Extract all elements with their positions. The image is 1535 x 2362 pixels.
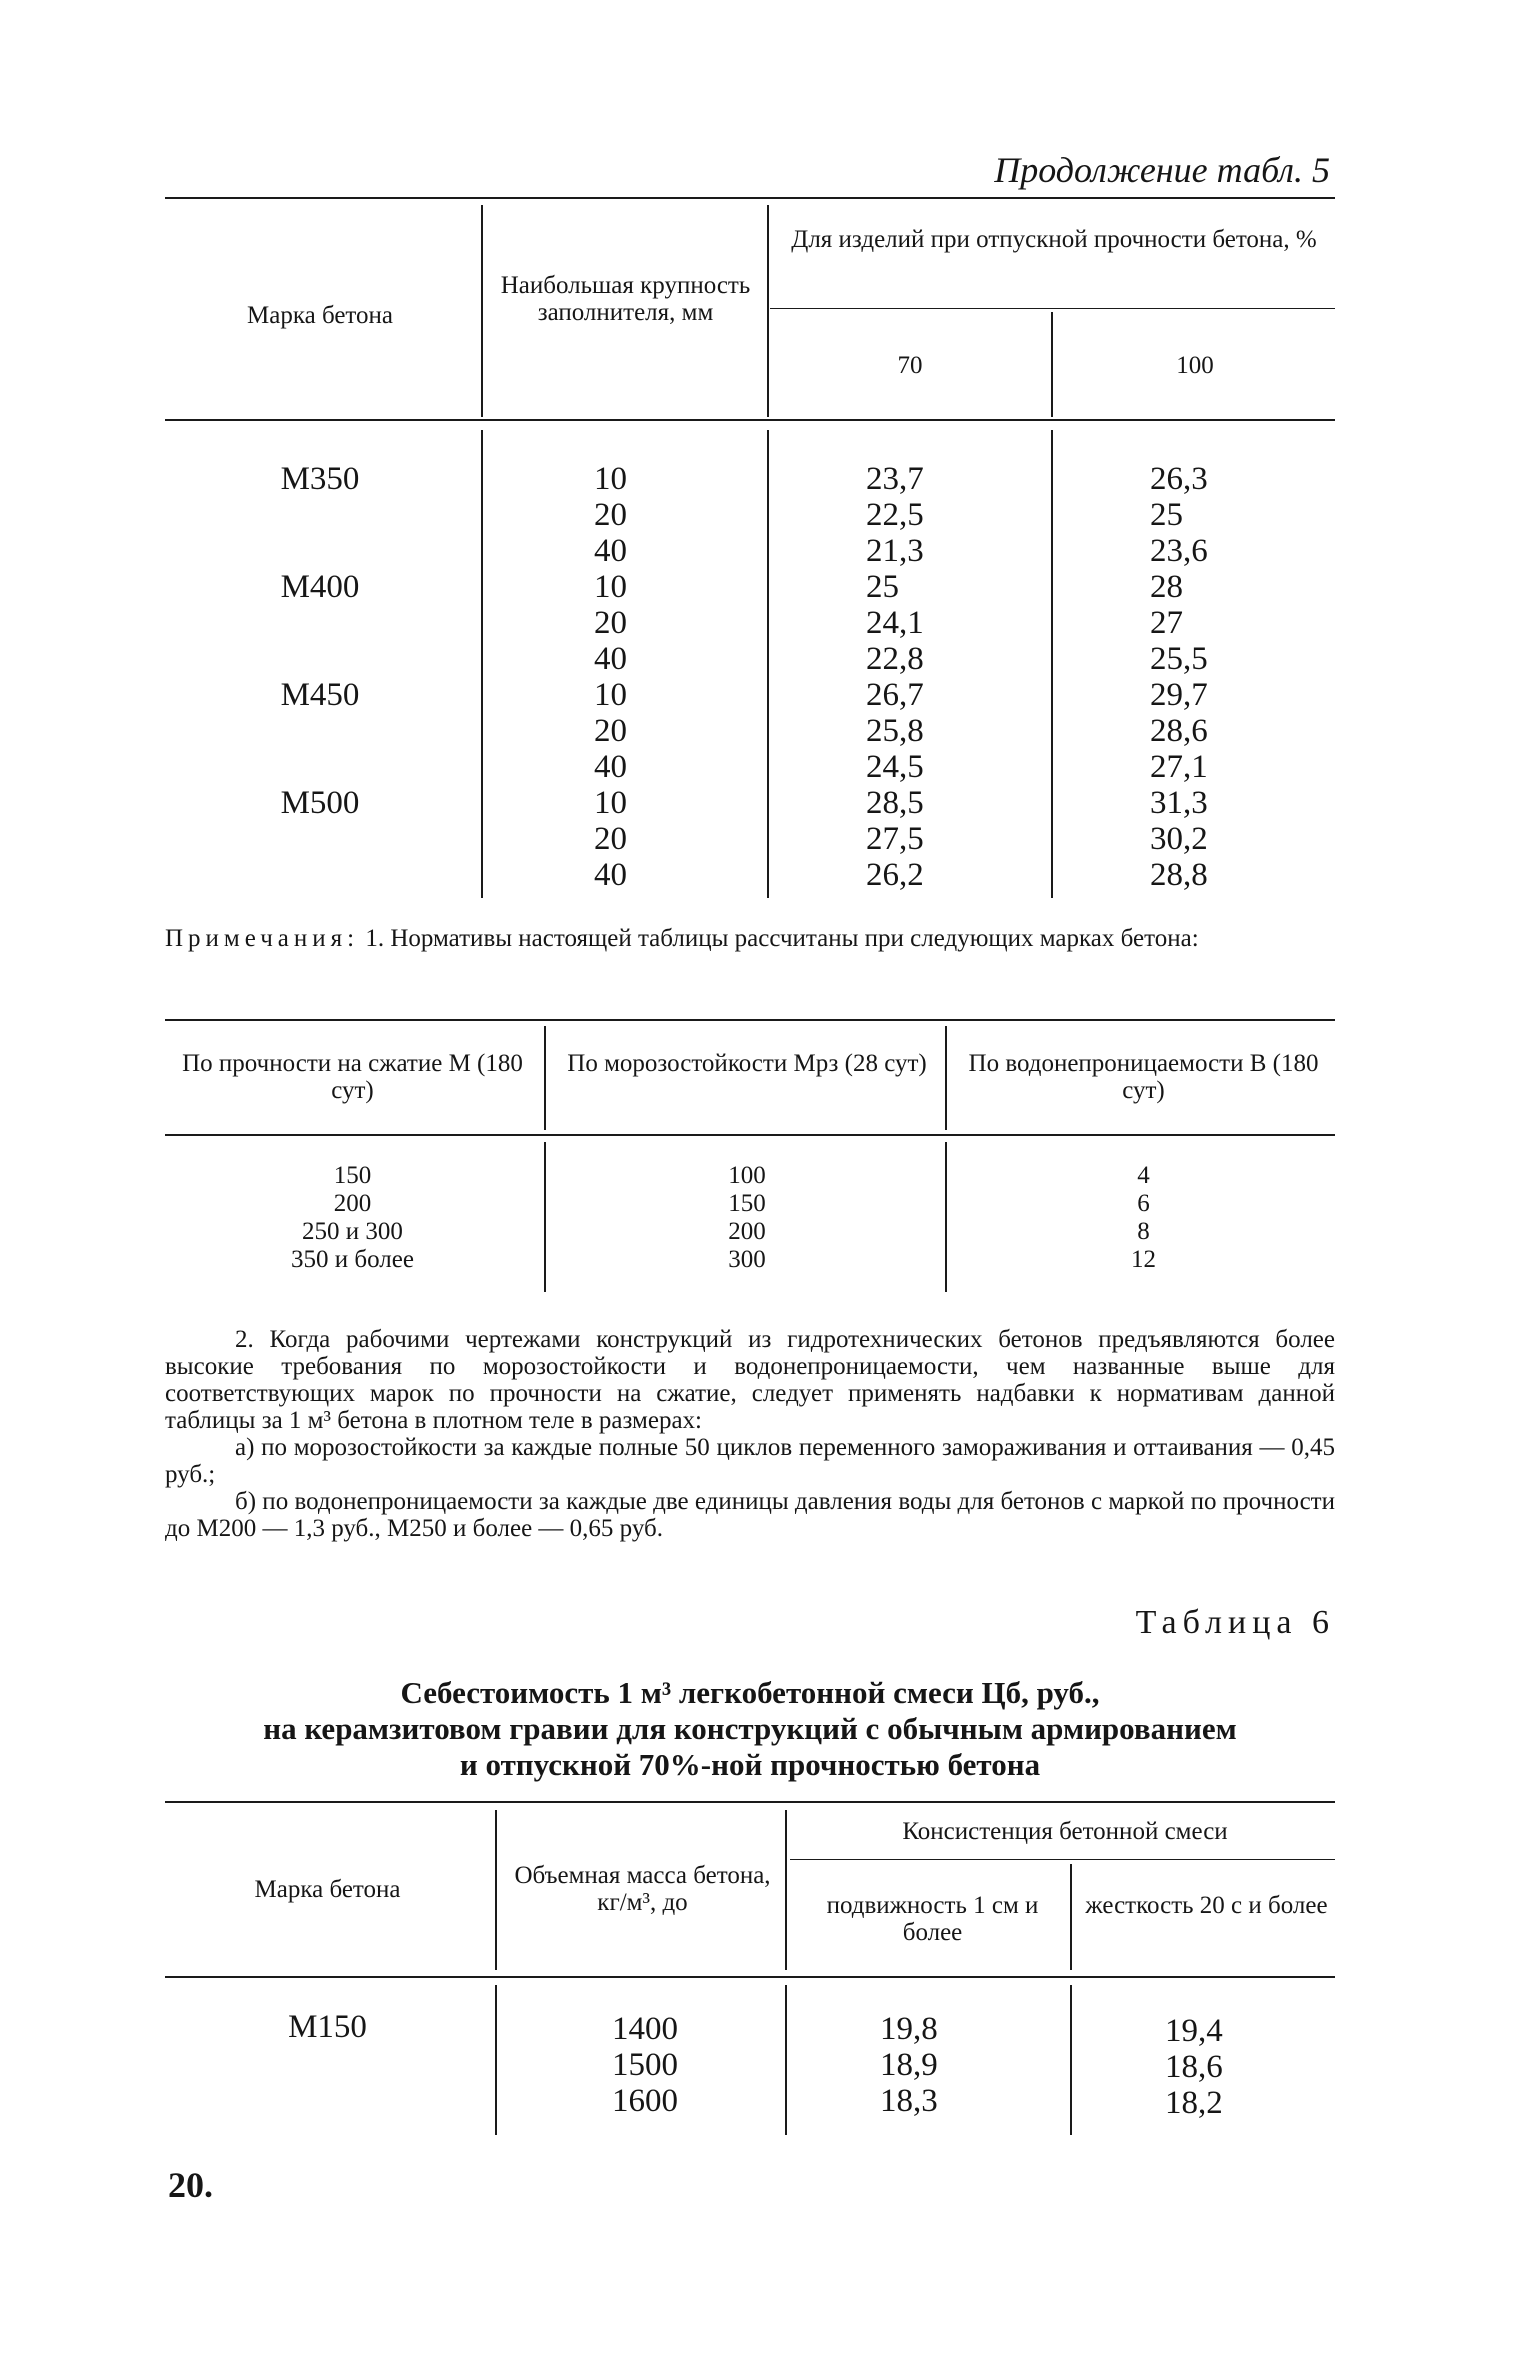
table5-aggregate-cell: 20 [594, 713, 627, 749]
table5-values70-column [866, 461, 924, 893]
table6-mobility-cell: 18,3 [880, 2083, 938, 2119]
table5-vline-1 [481, 205, 483, 417]
subtable-frost-cell: 100 [728, 1162, 766, 1189]
table6-title [165, 1675, 1335, 1783]
note-2-intro: 2. Когда рабочими чертежами конструкций из гидротехнических бетонов предъявляются более высокие требования по морозостойкости и водонепроницаемости, чем названные выше для соответствующих марок по прочности на сжатие, следует применять надбавки к нормативам данной таблицы за 1 м³ бетона в плотном теле в размерах: [165, 1326, 1335, 1434]
table5-value100-cell: 23,6 [1150, 533, 1208, 569]
table5-aggregate-column [594, 461, 627, 893]
table5-grade-cell: М350 [280, 461, 360, 497]
table5-value100-cell: 27 [1150, 605, 1183, 641]
table6-body-vline-3 [1070, 1985, 1072, 2135]
table6-grade-cell: М150 [288, 2009, 367, 2045]
subtable-header-strength: По прочности на сжатие М (180 сут) [182, 1050, 523, 1104]
table5-header-strength-group: Для изделий при отпускной прочности бетона, % [791, 226, 1317, 253]
table5-aggregate-cell: 10 [594, 461, 627, 497]
table6-top-rule [165, 1801, 1335, 1803]
table6-rigidity-cell: 18,6 [1165, 2049, 1223, 2085]
table5-value100-cell: 28,8 [1150, 857, 1208, 893]
table6-group-rule [790, 1859, 1335, 1860]
table5-aggregate-cell: 40 [594, 641, 627, 677]
note-2-item-a: а) по морозостойкости за каждые полные 50 циклов переменного замораживания и оттаивания — 0,45 руб.; [165, 1434, 1335, 1488]
table5-value70-cell: 26,7 [866, 677, 924, 713]
table5-grade-column [170, 461, 470, 893]
table5-value100-cell: 30,2 [1150, 821, 1208, 857]
subtable-strength-cell: 250 и 300 [302, 1218, 403, 1245]
table6-rigidity-cell: 18,2 [1165, 2085, 1223, 2121]
table5-value70-cell: 24,1 [866, 605, 924, 641]
subtable-frost-cell: 300 [728, 1246, 766, 1273]
table5-grade-cell: М500 [280, 785, 360, 821]
table5-aggregate-cell: 20 [594, 821, 627, 857]
table5-value100-cell: 29,7 [1150, 677, 1208, 713]
table6-density-cell: 1600 [612, 2083, 678, 2119]
table6-header-grade: Марка бетона [254, 1876, 401, 1903]
table6-header-consistency: Консистенция бетонной смеси [902, 1818, 1228, 1845]
subtable-water-cell: 4 [1137, 1162, 1150, 1189]
table6-mobility-cell: 19,8 [880, 2011, 938, 2047]
subtable-vline-2 [945, 1026, 947, 1130]
table6-density-column [505, 2011, 785, 2119]
table5-value70-cell: 21,3 [866, 533, 924, 569]
notes-label: Примечания: [165, 925, 360, 952]
table5-values100-column [1150, 461, 1208, 893]
table6-rigidity-cell: 19,4 [1165, 2013, 1223, 2049]
table6-mobility-column [880, 2011, 938, 2119]
subtable-water-cell: 12 [1131, 1246, 1156, 1273]
subtable-water-column [952, 1162, 1335, 1274]
table5-group-rule [770, 308, 1335, 309]
table5-aggregate-cell: 20 [594, 497, 627, 533]
subtable-strength-cell: 350 и более [291, 1246, 414, 1273]
table6-label: Таблица 6 [1135, 1604, 1335, 1641]
table5-body-vline-3 [1051, 430, 1053, 898]
page-number: 20. [168, 2165, 213, 2205]
table5-header-aggregate: Наибольшая крупность заполнителя, мм [500, 272, 751, 326]
table5-value100-cell: 26,3 [1150, 461, 1208, 497]
subtable-body-vline-2 [945, 1142, 947, 1292]
table5-aggregate-cell: 20 [594, 605, 627, 641]
subtable-header-water: По водонепроницаемости В (180 сут) [968, 1050, 1319, 1104]
table5-value100-cell: 28,6 [1150, 713, 1208, 749]
table6-vline-3 [1070, 1864, 1072, 1970]
table5-value70-cell: 22,8 [866, 641, 924, 677]
subtable-strength-column [165, 1162, 540, 1274]
table5-aggregate-cell: 40 [594, 749, 627, 785]
table6-header-density: Объемная масса бетона, кг/м³, до [514, 1862, 771, 1916]
table5-value100-cell: 28 [1150, 569, 1183, 605]
subtable-strength-cell: 150 [333, 1162, 372, 1189]
table6-title-line-3: и отпускной 70%-ной прочностью бетона [459, 1747, 1041, 1782]
table5-vline-3 [1051, 312, 1053, 417]
subtable-strength-cell: 200 [333, 1190, 372, 1217]
table5-aggregate-cell: 40 [594, 857, 627, 893]
table5-value70-cell: 25 [866, 569, 899, 605]
subtable-vline-1 [544, 1026, 546, 1130]
table5-body-vline-2 [767, 430, 769, 898]
table5-body-vline-1 [481, 430, 483, 898]
table6-density-cell: 1400 [612, 2011, 678, 2047]
table5-value70-cell: 22,5 [866, 497, 924, 533]
subtable-water-cell: 6 [1137, 1190, 1150, 1217]
table5-top-rule [165, 197, 1335, 199]
table5-value70-cell: 24,5 [866, 749, 924, 785]
table6-density-cell: 1500 [612, 2047, 678, 2083]
table6-title-line-1: Себестоимость 1 м³ легкобетонной смеси Цб, руб., [400, 1675, 1100, 1710]
table5-value70-cell: 25,8 [866, 713, 924, 749]
table6-header-mobility: подвижность 1 см и более [826, 1892, 1039, 1946]
table6-vline-2 [785, 1810, 787, 1970]
table5-grade-cell: М450 [280, 677, 360, 713]
table5-value100-cell: 27,1 [1150, 749, 1208, 785]
continuation-label: Продолжение табл. 5 [994, 150, 1330, 190]
table6-mobility-cell: 18,9 [880, 2047, 938, 2083]
note-2-item-b: б) по водонепроницаемости за каждые две единицы давления воды для бетонов с маркой по прочности до М200 — 1,3 руб., М250 и более — 0,65 руб. [165, 1488, 1335, 1542]
table6-rigidity-column [1165, 2013, 1223, 2121]
subtable-top-rule [165, 1019, 1335, 1021]
subtable-header-frost: По морозостойкости Мрз (28 сут) [567, 1050, 927, 1077]
subtable-body-vline-1 [544, 1142, 546, 1292]
table6-header-rule [165, 1976, 1335, 1978]
table6-body-vline-2 [785, 1985, 787, 2135]
table5-header-100: 100 [1176, 352, 1214, 379]
subtable-frost-cell: 150 [728, 1190, 766, 1217]
table5-value100-cell: 31,3 [1150, 785, 1208, 821]
table5-value70-cell: 28,5 [866, 785, 924, 821]
table5-grade-cell: М400 [280, 569, 360, 605]
note-2 [165, 1326, 1335, 1542]
table6-header-rigidity: жесткость 20 с и более [1085, 1892, 1328, 1919]
table5-vline-2 [767, 205, 769, 417]
table5-value100-cell: 25,5 [1150, 641, 1208, 677]
table5-value100-cell: 25 [1150, 497, 1183, 533]
note-1 [165, 925, 1335, 952]
note-1-text: 1. Нормативы настоящей таблицы рассчитаны при следующих марках бетона: [365, 925, 1199, 952]
table6-title-line-2: на керамзитовом гравии для конструкций с обычным армированием [263, 1711, 1237, 1746]
subtable-water-cell: 8 [1137, 1218, 1150, 1245]
table5-header-rule [165, 419, 1335, 421]
table5-value70-cell: 26,2 [866, 857, 924, 893]
subtable-frost-column [552, 1162, 942, 1274]
table6-vline-1 [495, 1810, 497, 1970]
table5-header-70: 70 [897, 352, 923, 379]
table6-body-vline-1 [495, 1985, 497, 2135]
table5-value70-cell: 23,7 [866, 461, 924, 497]
table5-aggregate-cell: 10 [594, 677, 627, 713]
table5-aggregate-cell: 10 [594, 785, 627, 821]
table5-aggregate-cell: 40 [594, 533, 627, 569]
table5-header-grade: Марка бетона [247, 302, 393, 329]
table5-value70-cell: 27,5 [866, 821, 924, 857]
subtable-frost-cell: 200 [728, 1218, 766, 1245]
table5-aggregate-cell: 10 [594, 569, 627, 605]
subtable-header-rule [165, 1134, 1335, 1136]
